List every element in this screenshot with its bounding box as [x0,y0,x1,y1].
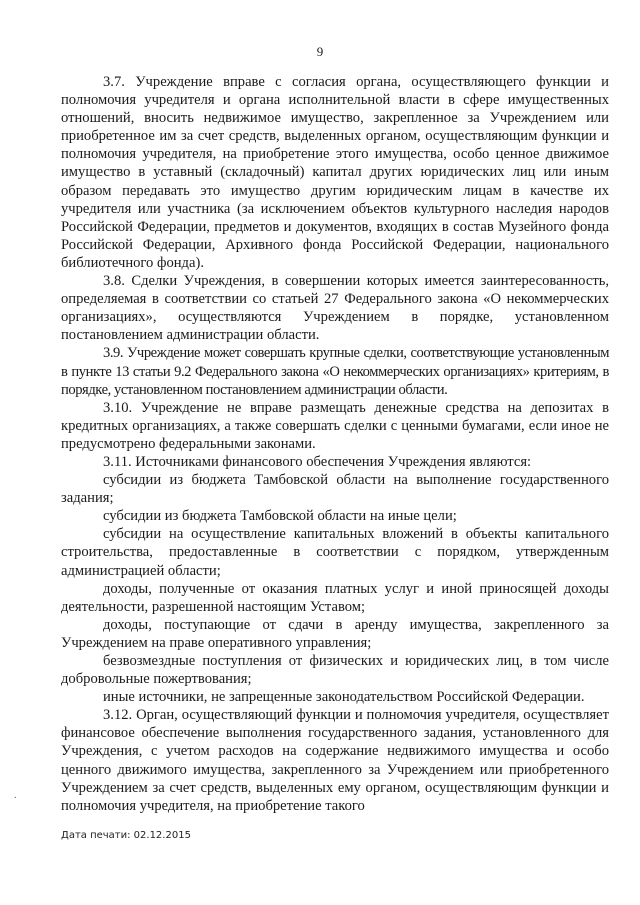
paragraph-3-7: 3.7. Учреждение вправе с согласия органа, осуществляющего функции и полномочия учредителя и органа исполнительной власти в сфере имущественных отношений, вносить недвижимое имущество, закрепленное за Учреждением или приобретенное им за счет средств, выделенных органом, осуществляющим функции и полномочия учредителя, на приобретение этого имущества, особо ценное движимое имущество в уставный (складочный) капитал других юридических лиц или иным образом передавать это имущество другим юридическим лицам в качестве их учредителя или участника (за исключением объектов культурного наследия народов Российской Федерации, предметов и документов, входящих в состав Музейного фонда Российской Федерации, Архивного фонда Российской Федерации, национального библиотечного фонда). [61,74,609,271]
paragraph-3-8: 3.8. Сделки Учреждения, в совершении которых имеется заинтересованность, определяемая в соответствии со статьей 27 Федерального закона «О некоммерческих организациях», осуществляются Учреждением в порядке, установленном постановлением администрации области. [61,273,609,344]
scan-artifact-mark: . [14,790,17,801]
paragraph-3-11: 3.11. Источниками финансового обеспечения Учреждения являются: [103,453,532,470]
funding-source-item: иные источники, не запрещенные законодательством Российской Федерации. [103,689,585,706]
print-date-footer: Дата печати: 02.12.2015 [61,830,191,841]
page-number: 9 [316,44,324,59]
funding-source-item: доходы, поступающие от сдачи в аренду имущества, закрепленного за Учреждением на праве оперативного управления; [61,616,609,651]
funding-source-item: субсидии на осуществление капитальных вложений в объекты капитального строительства, предоставленные в соответствии с порядком, утвержденным администрацией области; [61,526,609,579]
funding-source-item: доходы, полученные от оказания платных услуг и иной приносящей доходы деятельности, разрешенной настоящим Уставом; [61,580,609,615]
funding-source-item: субсидии из бюджета Тамбовской области на иные цели; [103,508,457,525]
funding-source-item: безвозмездные поступления от физических и юридических лиц, в том числе добровольные пожертвования; [61,653,609,688]
funding-source-item: субсидии из бюджета Тамбовской области на выполнение государственного задания; [61,472,609,507]
paragraph-3-10: 3.10. Учреждение не вправе размещать денежные средства на депозитах в кредитных организациях, а также совершать сделки с ценными бумагами, если иное не предусмотрено федеральными законами. [61,399,609,452]
paragraph-3-12: 3.12. Орган, осуществляющий функции и полномочия учредителя, осуществляет финансовое обеспечение выполнения государственного задания, установленного для Учреждения, с учетом расходов на содержание недвижимого имущества и особо ценного движимого имущества, закрепленного за Учреждением или приобретенного Учреждением за счет средств, выделенных ему органом, осуществляющим функции и полномочия учредителя, на приобретение такого [61,707,609,814]
document-body [61,73,609,815]
paragraph-3-9: 3.9. Учреждение может совершать крупные сделки, соответствующие установленным в пункте 13 статьи 9.2 Федерального закона «О некоммерческих организациях» критериям, в порядке, установленном постановлением администрации области. [61,345,609,398]
